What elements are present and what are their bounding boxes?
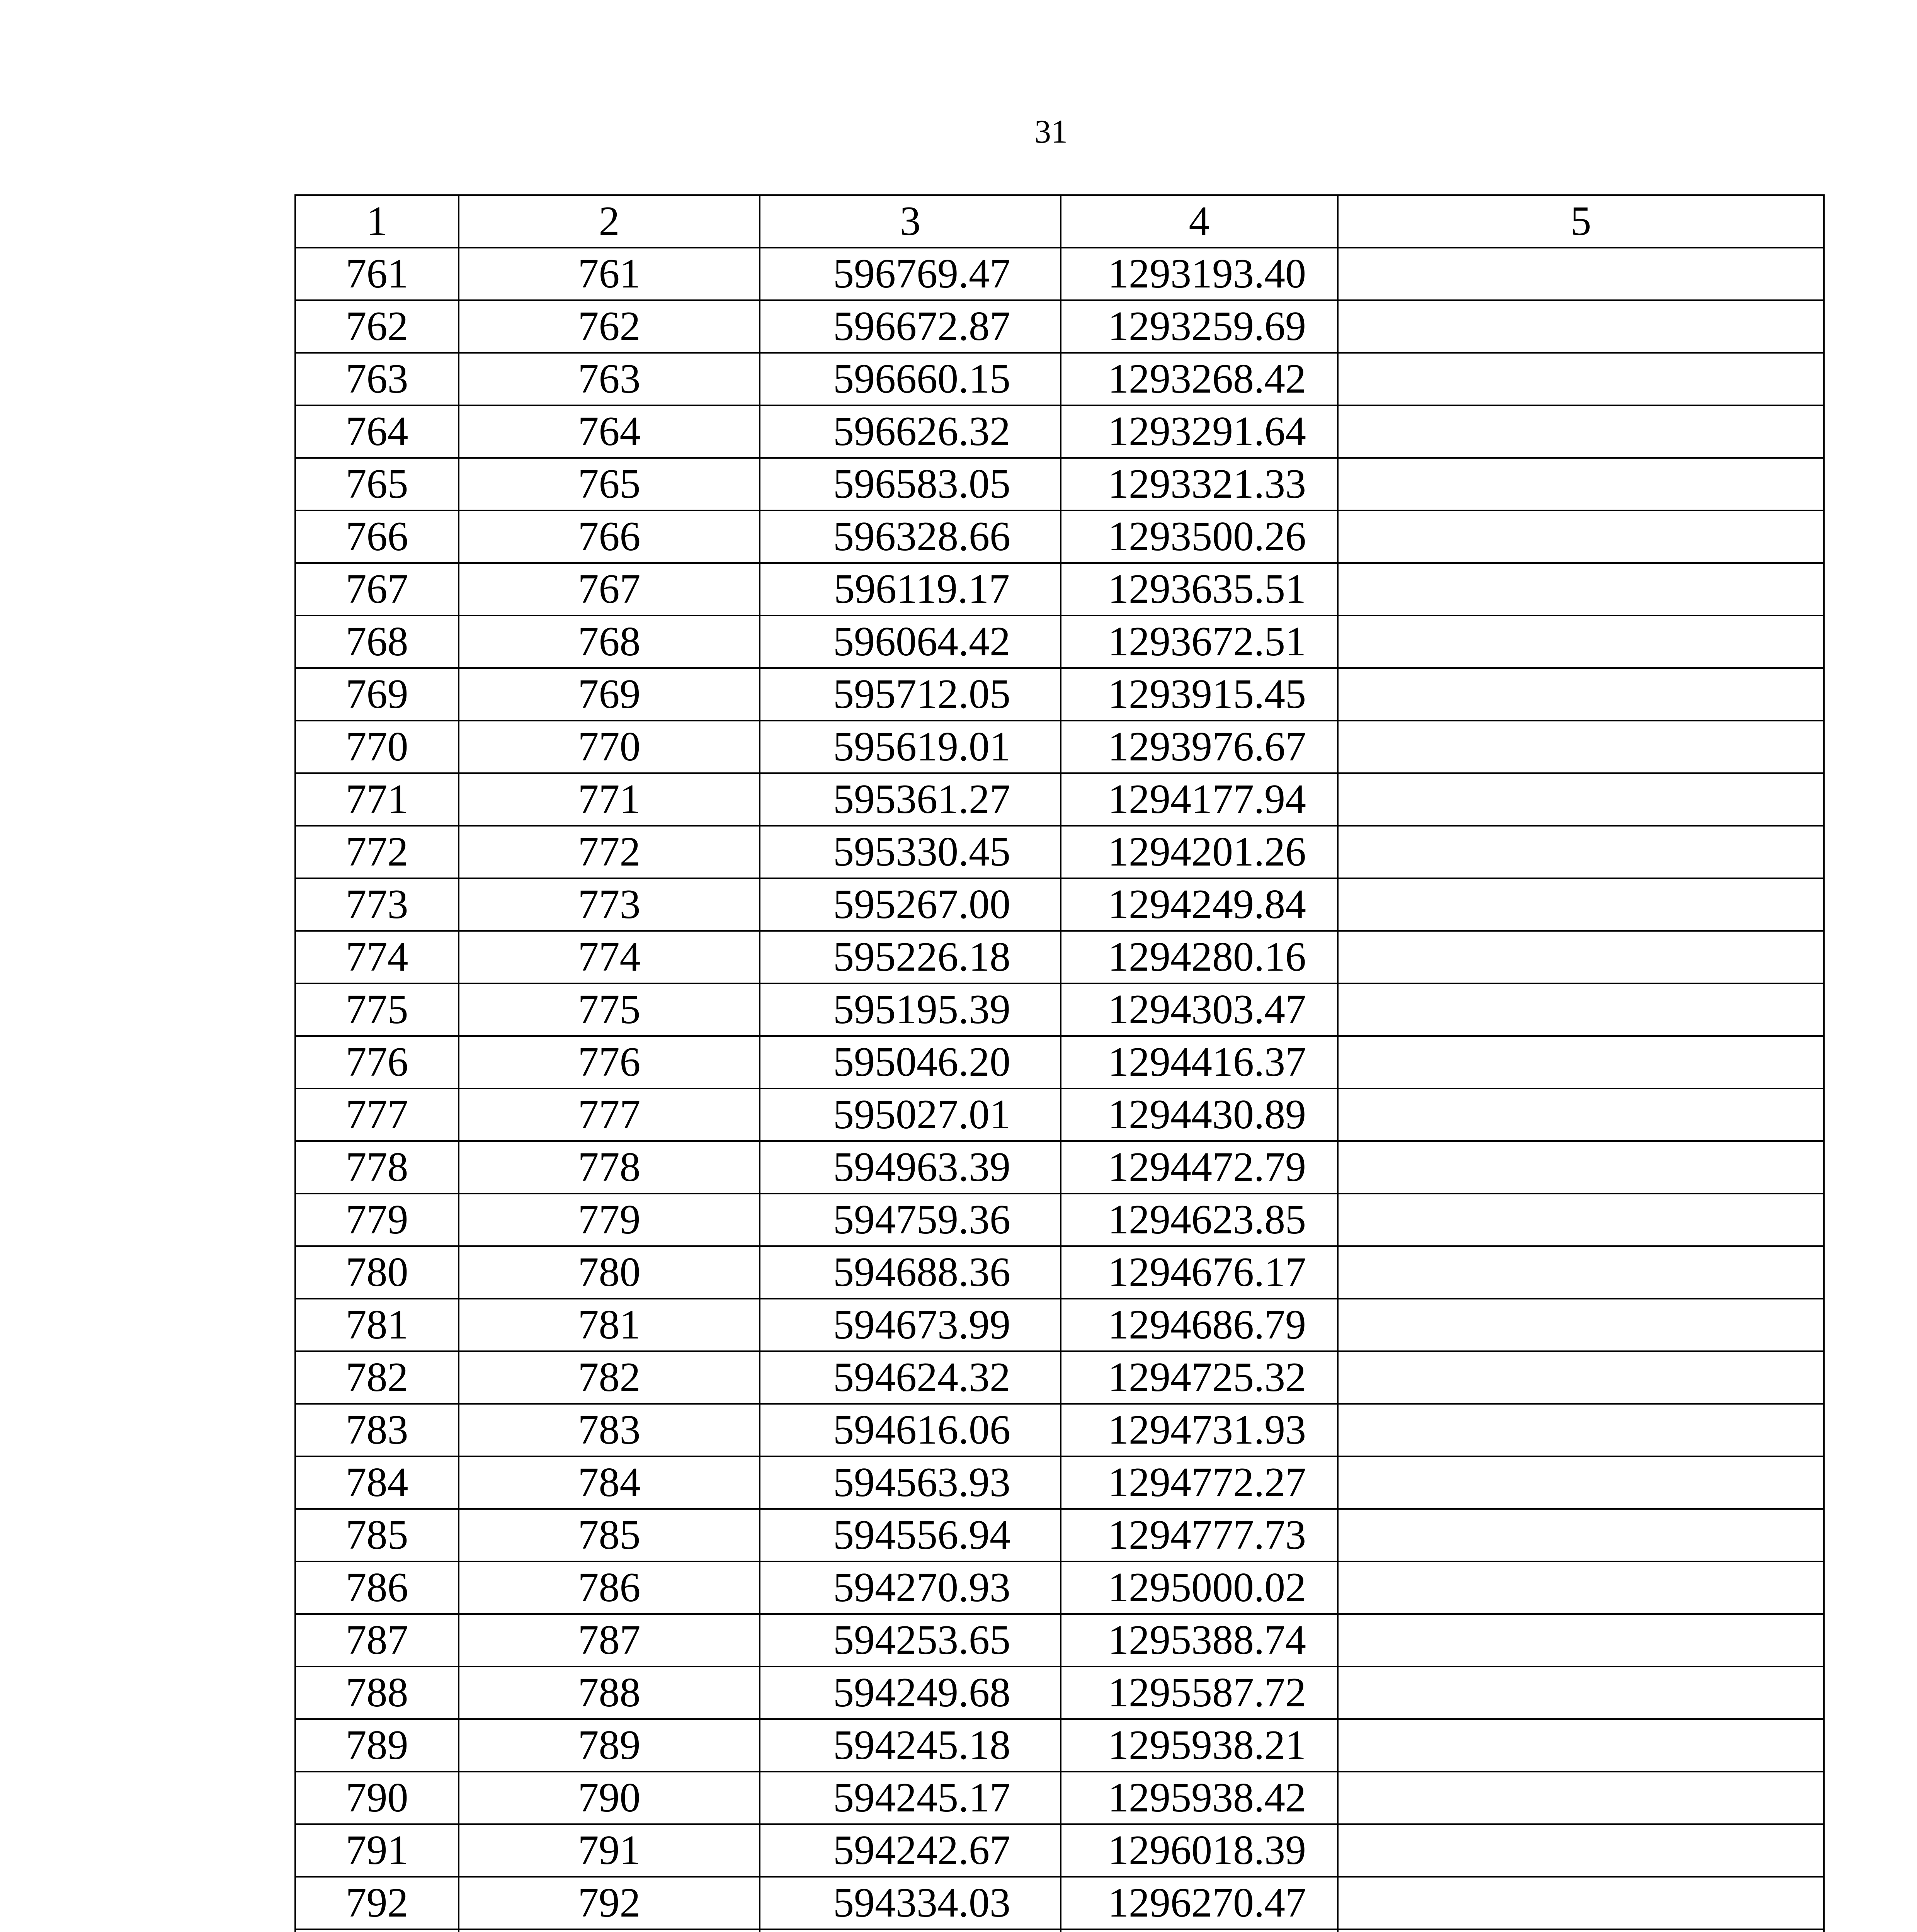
table-cell-col-1: 786 [295,1561,459,1614]
table-cell-col-1: 771 [295,773,459,826]
table-cell-col-2: 788 [459,1667,760,1719]
table-row [295,1824,1824,1877]
table-cell-col-1: 789 [295,1719,459,1772]
table-cell-col-3: 596064.42 [760,616,1061,668]
table-cell-col-3: 594334.03 [760,1877,1061,1929]
table-row [295,1351,1824,1404]
table-cell-col-2: 773 [459,878,760,931]
table-cell-col-2: 778 [459,1141,760,1194]
table-cell-col-1: 764 [295,405,459,458]
table-cell-col-5 [1338,931,1824,983]
table-cell-col-1: 774 [295,931,459,983]
table-cell-col-5 [1338,983,1824,1036]
table-cell-col-4: 1296018.39 [1061,1824,1338,1877]
table-cell-col-1: 775 [295,983,459,1036]
table-cell-col-2: 787 [459,1614,760,1667]
table-row [295,1088,1824,1141]
table-cell-col-3: 594249.68 [760,1667,1061,1719]
table-cell-col-4: 1294280.16 [1061,931,1338,983]
table-cell-col-4: 1293259.69 [1061,300,1338,353]
table-cell-col-5 [1338,300,1824,353]
table-cell-col-5 [1338,353,1824,405]
table-cell-col-5 [1338,1404,1824,1456]
table-cell-col-2 [459,1929,760,1932]
table-row [295,1141,1824,1194]
table-cell-col-3: 595619.01 [760,721,1061,773]
table-cell-col-5 [1338,721,1824,773]
table-row [295,300,1824,353]
table-cell-col-3: 594759.36 [760,1194,1061,1246]
table-cell-col-3: 596583.05 [760,458,1061,510]
table-cell-col-1: 761 [295,248,459,300]
table-cell-col-3: 595046.20 [760,1036,1061,1088]
table-cell-col-5 [1338,405,1824,458]
table-cell-col-2: 790 [459,1772,760,1824]
column-header-2: 2 [459,195,760,248]
table-cell-col-5 [1338,616,1824,668]
table-cell-col-3: 596672.87 [760,300,1061,353]
table-cell-col-4: 1293500.26 [1061,510,1338,563]
table-cell-col-5 [1338,826,1824,878]
table-row [295,826,1824,878]
table-cell-col-1: 777 [295,1088,459,1141]
table-cell-col-3: 596769.47 [760,248,1061,300]
table-row [295,248,1824,300]
table-cell-col-3: 594673.99 [760,1299,1061,1351]
table-cell-col-4: 1294772.27 [1061,1456,1338,1509]
table-cell-col-2: 777 [459,1088,760,1141]
table-cell-col-2: 772 [459,826,760,878]
table-cell-col-1: 784 [295,1456,459,1509]
table-cell-col-4: 1295388.74 [1061,1614,1338,1667]
table-cell-col-5 [1338,1194,1824,1246]
table-cell-col-5 [1338,248,1824,300]
table-cell-col-2: 779 [459,1194,760,1246]
table-cell-col-1: 787 [295,1614,459,1667]
table-cell-col-4: 1294249.84 [1061,878,1338,931]
table-cell-col-4: 1293291.64 [1061,405,1338,458]
table-row [295,931,1824,983]
table-row [295,1719,1824,1772]
table-cell-col-5 [1338,1299,1824,1351]
table-cell-col-5 [1338,1614,1824,1667]
table-header-row [295,195,1824,248]
table-row [295,1877,1824,1929]
table-cell-col-2: 770 [459,721,760,773]
table-cell-col-3: 594242.67 [760,1824,1061,1877]
table-cell-col-3: 594253.65 [760,1614,1061,1667]
table-row [295,1246,1824,1299]
table-cell-col-4: 1293321.33 [1061,458,1338,510]
table-cell-col-4: 1295587.72 [1061,1667,1338,1719]
table-header [295,195,1824,248]
table-cell-col-4: 1294177.94 [1061,773,1338,826]
table-cell-col-2: 775 [459,983,760,1036]
table-cell-col-3: 595226.18 [760,931,1061,983]
coordinates-table [294,194,1825,1932]
table-cell-col-5 [1338,1351,1824,1404]
table-cell-col-4: 1295000.02 [1061,1561,1338,1614]
table-cell-col-1: 768 [295,616,459,668]
table-cell-col-3: 594245.18 [760,1719,1061,1772]
table-cell-col-1: 767 [295,563,459,616]
table-cell-col-4 [1061,1929,1338,1932]
table-cell-col-1: 785 [295,1509,459,1561]
table-cell-col-2: 782 [459,1351,760,1404]
table-cell-col-5 [1338,1929,1824,1932]
table-cell-col-3: 595361.27 [760,773,1061,826]
table-cell-col-4: 1294472.79 [1061,1141,1338,1194]
table-cell-col-1: 776 [295,1036,459,1088]
table-cell-col-1: 763 [295,353,459,405]
table-cell-col-5 [1338,563,1824,616]
table-cell-col-4: 1293976.67 [1061,721,1338,773]
table-row [295,405,1824,458]
table-cell-col-2: 781 [459,1299,760,1351]
table-cell-col-3: 594624.32 [760,1351,1061,1404]
table-cell-col-4: 1293915.45 [1061,668,1338,721]
table-cell-col-2: 764 [459,405,760,458]
table-cell-col-3: 594963.39 [760,1141,1061,1194]
table-cell-col-1: 779 [295,1194,459,1246]
table-cell-col-1: 769 [295,668,459,721]
table-cell-col-2: 765 [459,458,760,510]
table-cell-col-5 [1338,668,1824,721]
table-cell-col-3: 596328.66 [760,510,1061,563]
table-row [295,353,1824,405]
table-row [295,1299,1824,1351]
table-cell-col-1: 792 [295,1877,459,1929]
table-cell-col-4: 1293672.51 [1061,616,1338,668]
table-cell-col-4: 1294676.17 [1061,1246,1338,1299]
table-cell-col-3: 594616.06 [760,1404,1061,1456]
table-cell-col-4: 1294430.89 [1061,1088,1338,1141]
table-row [295,1772,1824,1824]
table-cell-col-5 [1338,1509,1824,1561]
table-row [295,1194,1824,1246]
table-cell-col-2: 768 [459,616,760,668]
table-cell-col-3: 596119.17 [760,563,1061,616]
table-row [295,1036,1824,1088]
table-cell-col-2: 774 [459,931,760,983]
table-cell-col-2: 769 [459,668,760,721]
table-cell-col-4: 1293268.42 [1061,353,1338,405]
page-number: 31 [1034,113,1068,150]
table-cell-col-5 [1338,1036,1824,1088]
table-cell-col-5 [1338,1824,1824,1877]
column-header-5: 5 [1338,195,1824,248]
table-cell-col-4: 1294416.37 [1061,1036,1338,1088]
table-row [295,1561,1824,1614]
table-cell-col-4: 1296270.47 [1061,1877,1338,1929]
table-cell-col-2: 763 [459,353,760,405]
table-cell-col-3: 595267.00 [760,878,1061,931]
table-cell-col-2: 785 [459,1509,760,1561]
table-cell-col-2: 771 [459,773,760,826]
table-cell-col-4: 1294623.85 [1061,1194,1338,1246]
table-cell-col-4: 1293193.40 [1061,248,1338,300]
table-cell-col-2: 783 [459,1404,760,1456]
table-cell-col-3: 594688.36 [760,1246,1061,1299]
table-row [295,1667,1824,1719]
table-cell-col-3: 595027.01 [760,1088,1061,1141]
table-cell-col-1: 770 [295,721,459,773]
table-row [295,1614,1824,1667]
table-cell-col-5 [1338,1667,1824,1719]
table-cell-col-2: 767 [459,563,760,616]
table-cell-col-4: 1294201.26 [1061,826,1338,878]
table-cell-col-4: 1294777.73 [1061,1509,1338,1561]
table-cell-col-3: 594556.94 [760,1509,1061,1561]
table-cell-col-1: 791 [295,1824,459,1877]
table-row [295,668,1824,721]
table-cell-col-4: 1294725.32 [1061,1351,1338,1404]
table-cell-col-4: 1295938.42 [1061,1772,1338,1824]
table-cell-col-4: 1294731.93 [1061,1404,1338,1456]
table-cell-col-3: 594270.93 [760,1561,1061,1614]
table-cell-col-1: 788 [295,1667,459,1719]
table-row [295,773,1824,826]
table-cell-col-2: 789 [459,1719,760,1772]
table-cell-col-1: 766 [295,510,459,563]
table-cell-col-2: 761 [459,248,760,300]
table-row [295,983,1824,1036]
table-cell-col-2: 784 [459,1456,760,1509]
table-cell-col-2: 786 [459,1561,760,1614]
table-cell-col-2: 776 [459,1036,760,1088]
table-cell-col-5 [1338,1719,1824,1772]
table-cell-col-4: 1295938.21 [1061,1719,1338,1772]
table-cell-col-5 [1338,878,1824,931]
table-cell-col-4: 1294686.79 [1061,1299,1338,1351]
table-row [295,458,1824,510]
table-cell-col-1: 783 [295,1404,459,1456]
table-cell-col-3: 595712.05 [760,668,1061,721]
column-header-1: 1 [295,195,459,248]
table-row [295,1456,1824,1509]
table-cell-col-5 [1338,1088,1824,1141]
table-cell-col-1: 780 [295,1246,459,1299]
table-cell-col-5 [1338,1877,1824,1929]
table-cell-col-5 [1338,1561,1824,1614]
table-cell-col-1: 781 [295,1299,459,1351]
table-row [295,721,1824,773]
table-body [295,248,1824,1932]
table-cell-col-3: 595330.45 [760,826,1061,878]
table-row [295,1404,1824,1456]
table-cell-col-3: 594563.93 [760,1456,1061,1509]
table-cell-col-1: 765 [295,458,459,510]
table-row [295,563,1824,616]
table-cell-col-2: 780 [459,1246,760,1299]
table-cell-col-2: 762 [459,300,760,353]
table-cell-col-5 [1338,1141,1824,1194]
table-cell-col-4: 1294303.47 [1061,983,1338,1036]
table-cell-col-5 [1338,458,1824,510]
table-cell-col-1: 773 [295,878,459,931]
table-cell-col-5 [1338,1772,1824,1824]
table-cell-col-5 [1338,773,1824,826]
table-cell-col-3: 596626.32 [760,405,1061,458]
table-row [295,878,1824,931]
table-cell-col-5 [1338,510,1824,563]
table-cell-col-3 [760,1929,1061,1932]
table-cell-col-5 [1338,1456,1824,1509]
column-header-3: 3 [760,195,1061,248]
table-cell-col-5 [1338,1246,1824,1299]
table-cell-col-3: 595195.39 [760,983,1061,1036]
table-row [295,616,1824,668]
table-cell-col-4: 1293635.51 [1061,563,1338,616]
table-row [295,1509,1824,1561]
table-cell-col-3: 594245.17 [760,1772,1061,1824]
table-row [295,1929,1824,1932]
table-cell-col-1 [295,1929,459,1932]
table-cell-col-3: 596660.15 [760,353,1061,405]
table-cell-col-1: 790 [295,1772,459,1824]
table-cell-col-1: 772 [295,826,459,878]
table-cell-col-1: 762 [295,300,459,353]
table-cell-col-2: 792 [459,1877,760,1929]
table-cell-col-1: 778 [295,1141,459,1194]
column-header-4: 4 [1061,195,1338,248]
table-row [295,510,1824,563]
table-cell-col-1: 782 [295,1351,459,1404]
table-cell-col-2: 766 [459,510,760,563]
table-cell-col-2: 791 [459,1824,760,1877]
